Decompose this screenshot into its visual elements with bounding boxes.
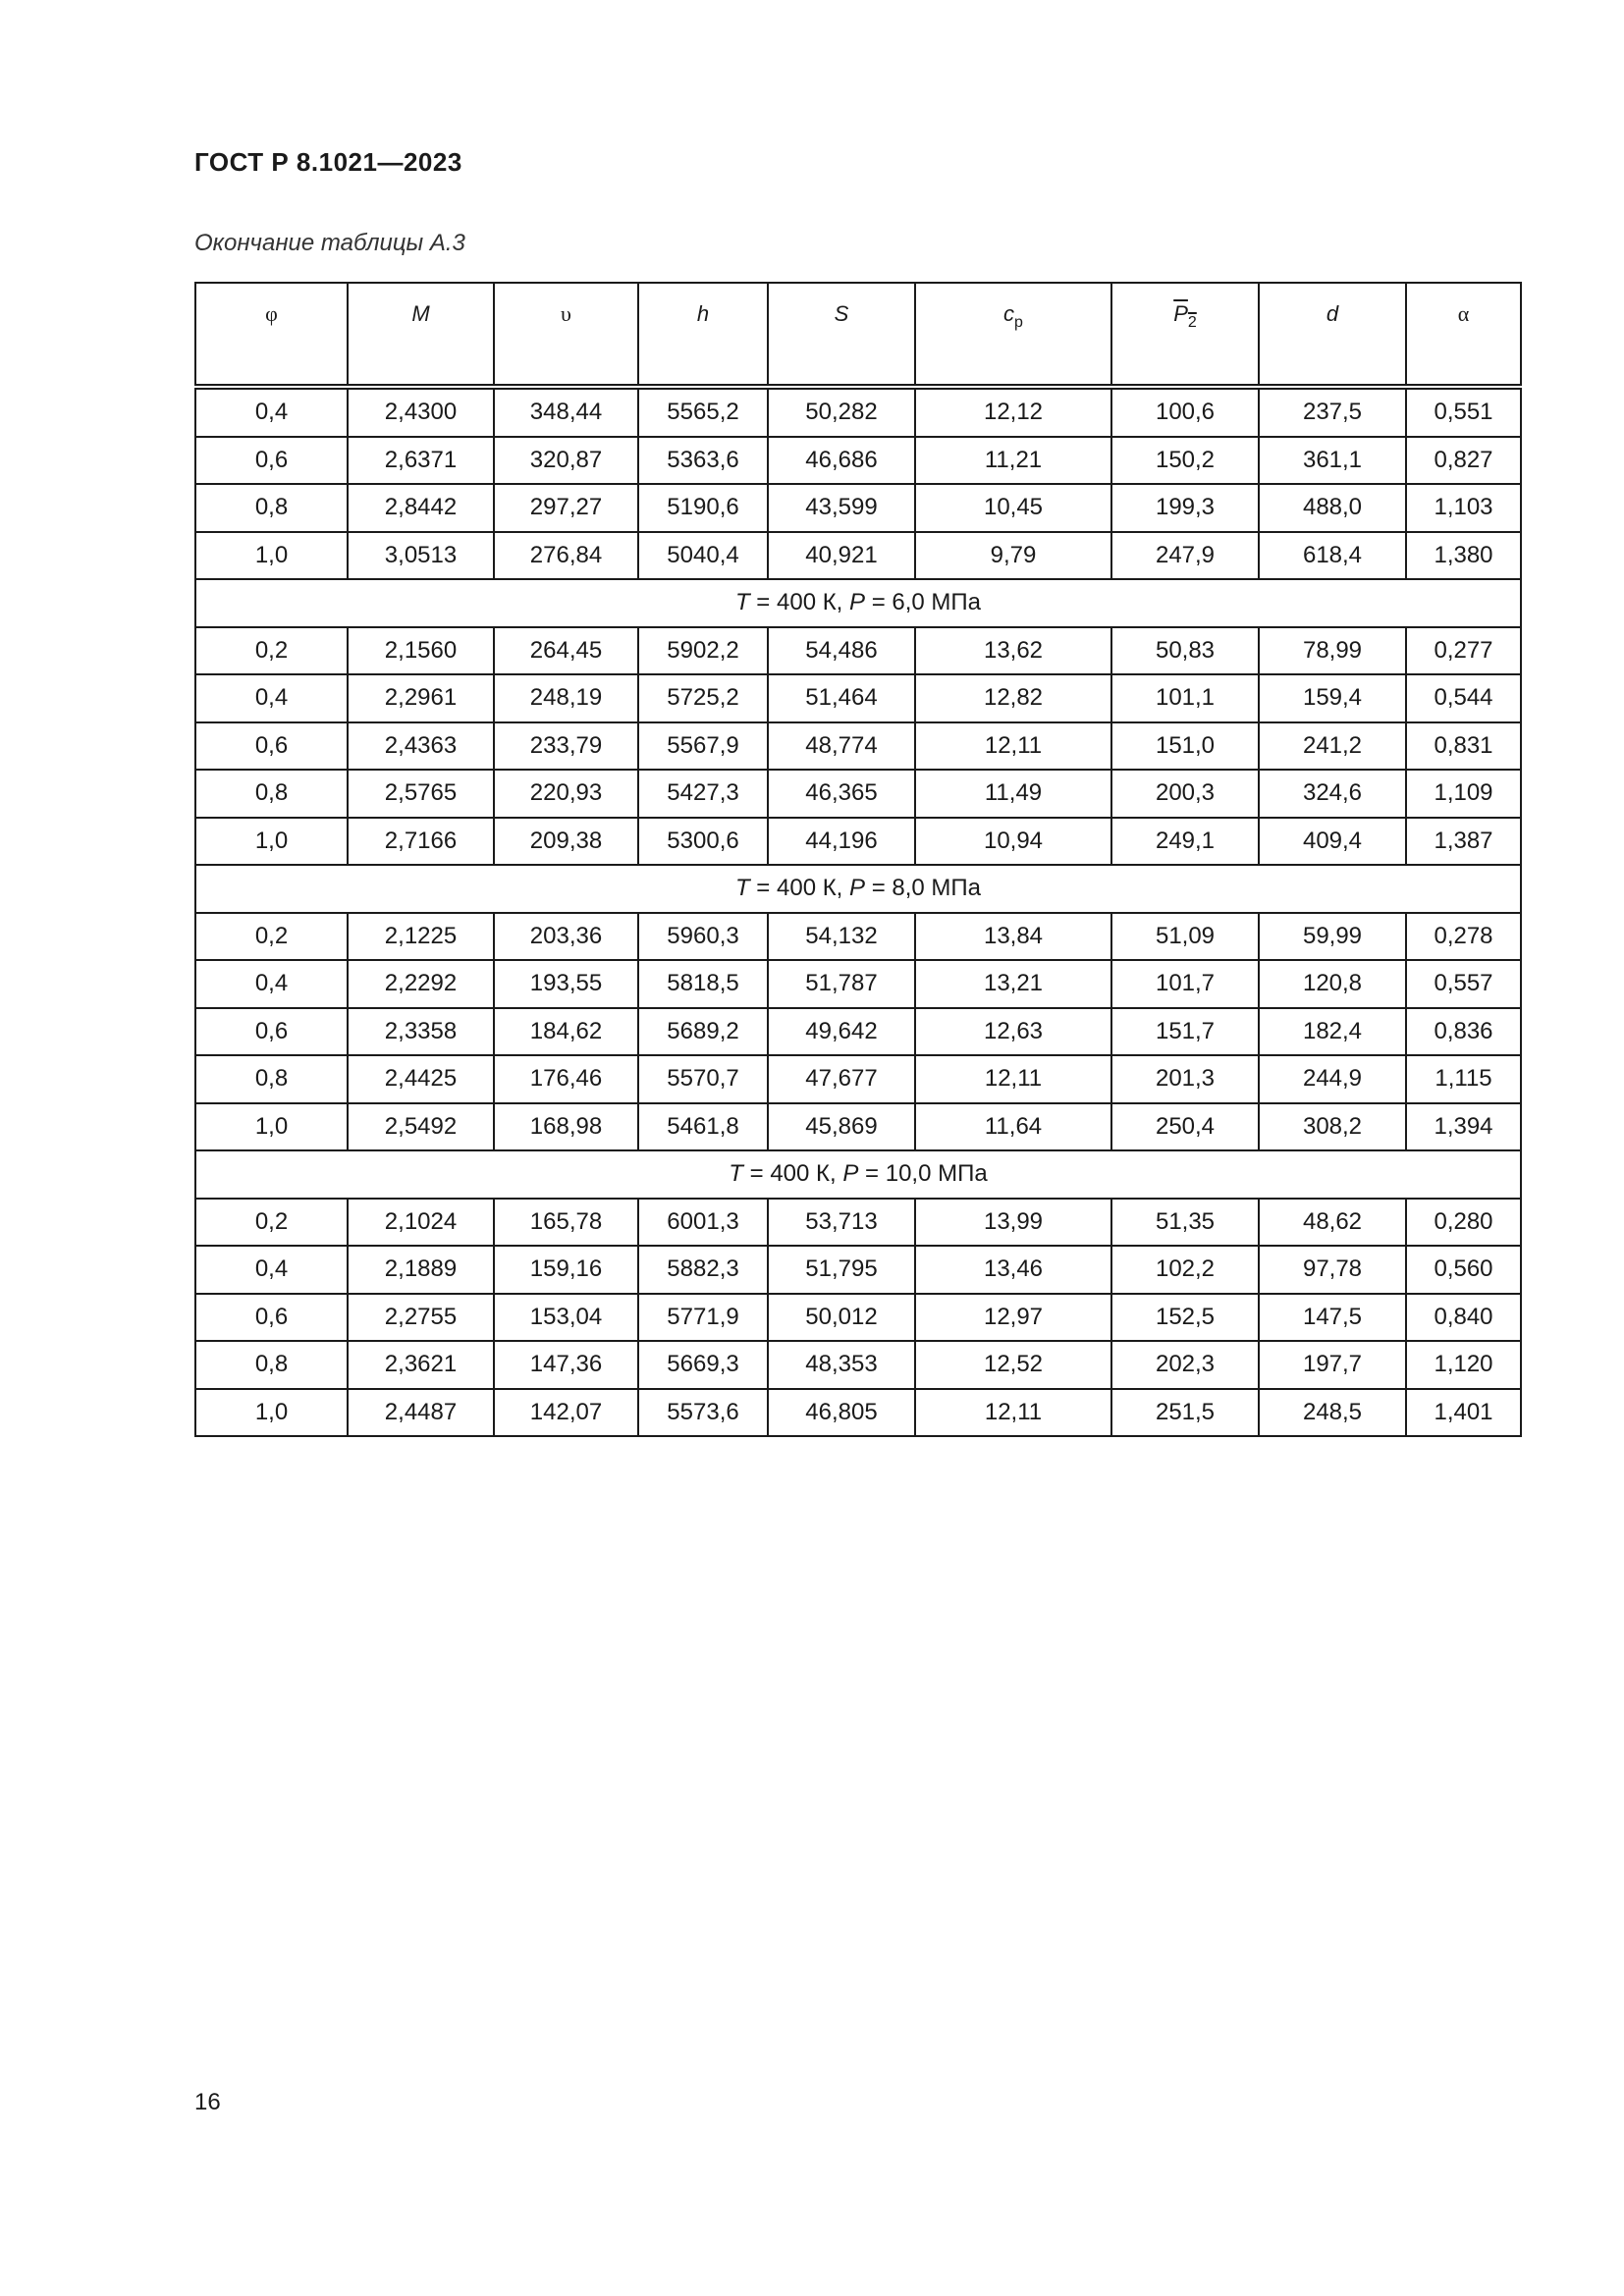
col-header-upsilon: υ bbox=[494, 283, 638, 387]
table-row bbox=[195, 1341, 1521, 1389]
table-cell: 120,8 bbox=[1259, 960, 1406, 1008]
table-cell: 5882,3 bbox=[638, 1246, 768, 1294]
table-cell: 5669,3 bbox=[638, 1341, 768, 1389]
table-cell: 48,62 bbox=[1259, 1199, 1406, 1247]
table-cell: 2,7166 bbox=[348, 818, 494, 866]
table-cell: 248,19 bbox=[494, 674, 638, 722]
table-cell: 48,774 bbox=[768, 722, 915, 771]
section-header-row bbox=[195, 865, 1521, 913]
table-cell: 5570,7 bbox=[638, 1055, 768, 1103]
table-cell: 2,1024 bbox=[348, 1199, 494, 1247]
table-cell: 201,3 bbox=[1111, 1055, 1259, 1103]
table-cell: 50,83 bbox=[1111, 627, 1259, 675]
section-condition-part: = 400 К, bbox=[742, 1160, 843, 1188]
table-cell: 197,7 bbox=[1259, 1341, 1406, 1389]
table-cell: 53,713 bbox=[768, 1199, 915, 1247]
table-cell: 2,2755 bbox=[348, 1294, 494, 1342]
table-cell: 0,560 bbox=[1406, 1246, 1521, 1294]
table-cell: 409,4 bbox=[1259, 818, 1406, 866]
table-cell: 5427,3 bbox=[638, 770, 768, 818]
table-cell: 1,0 bbox=[195, 818, 348, 866]
table-cell: 2,6371 bbox=[348, 437, 494, 485]
section-condition-part: P bbox=[849, 875, 866, 902]
table-row bbox=[195, 437, 1521, 485]
table-row bbox=[195, 627, 1521, 675]
table-row bbox=[195, 1103, 1521, 1151]
table-cell: 0,544 bbox=[1406, 674, 1521, 722]
table-cell: 0,836 bbox=[1406, 1008, 1521, 1056]
table-cell: 202,3 bbox=[1111, 1341, 1259, 1389]
table-cell: 159,4 bbox=[1259, 674, 1406, 722]
table-cell: 10,94 bbox=[915, 818, 1111, 866]
table-cell: 152,5 bbox=[1111, 1294, 1259, 1342]
table-row bbox=[195, 1055, 1521, 1103]
table-cell: 2,1225 bbox=[348, 913, 494, 961]
table-cell: 5300,6 bbox=[638, 818, 768, 866]
table-cell: 10,45 bbox=[915, 484, 1111, 532]
table-cell: 0,8 bbox=[195, 484, 348, 532]
table-cell: 43,599 bbox=[768, 484, 915, 532]
table-cell: 102,2 bbox=[1111, 1246, 1259, 1294]
table-cell: 13,84 bbox=[915, 913, 1111, 961]
table-cell: 1,120 bbox=[1406, 1341, 1521, 1389]
table-cell: 0,277 bbox=[1406, 627, 1521, 675]
table-cell: 2,2292 bbox=[348, 960, 494, 1008]
table-cell: 249,1 bbox=[1111, 818, 1259, 866]
table-cell: 0,6 bbox=[195, 1008, 348, 1056]
table-cell: 2,1560 bbox=[348, 627, 494, 675]
section-condition bbox=[195, 1150, 1521, 1199]
table-cell: 2,4487 bbox=[348, 1389, 494, 1437]
table-cell: 11,21 bbox=[915, 437, 1111, 485]
table-cell: 5960,3 bbox=[638, 913, 768, 961]
table-cell: 5771,9 bbox=[638, 1294, 768, 1342]
table-cell: 100,6 bbox=[1111, 387, 1259, 437]
table-cell: 12,12 bbox=[915, 387, 1111, 437]
table-cell: 308,2 bbox=[1259, 1103, 1406, 1151]
table-cell: 2,8442 bbox=[348, 484, 494, 532]
table-cell: 101,7 bbox=[1111, 960, 1259, 1008]
table-cell: 264,45 bbox=[494, 627, 638, 675]
col-header-h: h bbox=[638, 283, 768, 387]
table-cell: 97,78 bbox=[1259, 1246, 1406, 1294]
table-cell: 1,0 bbox=[195, 532, 348, 580]
table-cell: 54,486 bbox=[768, 627, 915, 675]
table-cell: 5565,2 bbox=[638, 387, 768, 437]
table-cell: 165,78 bbox=[494, 1199, 638, 1247]
table-cell: 0,4 bbox=[195, 674, 348, 722]
table-cell: 184,62 bbox=[494, 1008, 638, 1056]
table-cell: 0,2 bbox=[195, 627, 348, 675]
table-cell: 12,82 bbox=[915, 674, 1111, 722]
table-row bbox=[195, 387, 1521, 437]
table-cell: 168,98 bbox=[494, 1103, 638, 1151]
table-cell: 1,103 bbox=[1406, 484, 1521, 532]
table-cell: 2,4425 bbox=[348, 1055, 494, 1103]
table-cell: 0,8 bbox=[195, 770, 348, 818]
table-cell: 150,2 bbox=[1111, 437, 1259, 485]
table-cell: 47,677 bbox=[768, 1055, 915, 1103]
table-cell: 0,6 bbox=[195, 437, 348, 485]
table-cell: 153,04 bbox=[494, 1294, 638, 1342]
table-cell: 59,99 bbox=[1259, 913, 1406, 961]
table-cell: 11,64 bbox=[915, 1103, 1111, 1151]
table-cell: 40,921 bbox=[768, 532, 915, 580]
table-cell: 1,401 bbox=[1406, 1389, 1521, 1437]
table-cell: 2,1889 bbox=[348, 1246, 494, 1294]
table-cell: 5363,6 bbox=[638, 437, 768, 485]
table-row bbox=[195, 1294, 1521, 1342]
table-cell: 5190,6 bbox=[638, 484, 768, 532]
table-cell: 51,09 bbox=[1111, 913, 1259, 961]
table-cell: 200,3 bbox=[1111, 770, 1259, 818]
table-cell: 244,9 bbox=[1259, 1055, 1406, 1103]
table-cell: 45,869 bbox=[768, 1103, 915, 1151]
data-table bbox=[194, 282, 1522, 1437]
table-cell: 147,5 bbox=[1259, 1294, 1406, 1342]
table-cell: 0,840 bbox=[1406, 1294, 1521, 1342]
table-cell: 0,6 bbox=[195, 1294, 348, 1342]
table-cell: 54,132 bbox=[768, 913, 915, 961]
col-header-phi: φ bbox=[195, 283, 348, 387]
table-cell: 324,6 bbox=[1259, 770, 1406, 818]
table-cell: 5573,6 bbox=[638, 1389, 768, 1437]
table-cell: 2,5492 bbox=[348, 1103, 494, 1151]
table-row bbox=[195, 1246, 1521, 1294]
document-header: ГОСТ Р 8.1021—2023 bbox=[194, 147, 462, 177]
table-cell: 147,36 bbox=[494, 1341, 638, 1389]
table-cell: 361,1 bbox=[1259, 437, 1406, 485]
section-header-row bbox=[195, 1150, 1521, 1199]
table-cell: 1,394 bbox=[1406, 1103, 1521, 1151]
table-cell: 159,16 bbox=[494, 1246, 638, 1294]
table-cell: 241,2 bbox=[1259, 722, 1406, 771]
table-cell: 151,0 bbox=[1111, 722, 1259, 771]
table-cell: 49,642 bbox=[768, 1008, 915, 1056]
table-cell: 12,11 bbox=[915, 722, 1111, 771]
table-row bbox=[195, 1008, 1521, 1056]
table-cell: 0,2 bbox=[195, 1199, 348, 1247]
table-cell: 50,012 bbox=[768, 1294, 915, 1342]
table-row bbox=[195, 484, 1521, 532]
table-cell: 142,07 bbox=[494, 1389, 638, 1437]
section-condition bbox=[195, 865, 1521, 913]
table-row bbox=[195, 674, 1521, 722]
table-cell: 5902,2 bbox=[638, 627, 768, 675]
section-condition-part: P bbox=[842, 1160, 859, 1188]
table-cell: 0,8 bbox=[195, 1341, 348, 1389]
section-condition-part: = 10,0 МПа bbox=[858, 1160, 988, 1188]
table-header-row bbox=[195, 283, 1521, 387]
table-cell: 2,4300 bbox=[348, 387, 494, 437]
table-cell: 247,9 bbox=[1111, 532, 1259, 580]
table-cell: 13,99 bbox=[915, 1199, 1111, 1247]
table-cell: 12,11 bbox=[915, 1055, 1111, 1103]
table-cell: 0,827 bbox=[1406, 437, 1521, 485]
table-cell: 12,52 bbox=[915, 1341, 1111, 1389]
section-condition bbox=[195, 579, 1521, 627]
table-cell: 51,787 bbox=[768, 960, 915, 1008]
table-cell: 5040,4 bbox=[638, 532, 768, 580]
table-cell: 1,387 bbox=[1406, 818, 1521, 866]
table-cell: 9,79 bbox=[915, 532, 1111, 580]
section-condition-part: = 6,0 МПа bbox=[865, 589, 982, 616]
table-row bbox=[195, 770, 1521, 818]
table-cell: 5461,8 bbox=[638, 1103, 768, 1151]
table-cell: 0,4 bbox=[195, 960, 348, 1008]
table-cell: 199,3 bbox=[1111, 484, 1259, 532]
table-cell: 5818,5 bbox=[638, 960, 768, 1008]
table-cell: 12,11 bbox=[915, 1389, 1111, 1437]
table-cell: 182,4 bbox=[1259, 1008, 1406, 1056]
col-header-s: S bbox=[768, 283, 915, 387]
table-cell: 0,4 bbox=[195, 387, 348, 437]
table-cell: 1,0 bbox=[195, 1389, 348, 1437]
table-cell: 2,4363 bbox=[348, 722, 494, 771]
table-cell: 176,46 bbox=[494, 1055, 638, 1103]
table-cell: 101,1 bbox=[1111, 674, 1259, 722]
section-condition-part: P bbox=[849, 589, 866, 616]
table-cell: 0,551 bbox=[1406, 387, 1521, 437]
col-header-alpha: α bbox=[1406, 283, 1521, 387]
table-cell: 11,49 bbox=[915, 770, 1111, 818]
table-cell: 250,4 bbox=[1111, 1103, 1259, 1151]
table-cell: 46,365 bbox=[768, 770, 915, 818]
table-cell: 0,557 bbox=[1406, 960, 1521, 1008]
table-cell: 0,2 bbox=[195, 913, 348, 961]
table-cell: 6001,3 bbox=[638, 1199, 768, 1247]
table-cell: 0,6 bbox=[195, 722, 348, 771]
section-condition-part: = 400 К, bbox=[749, 875, 850, 902]
table-cell: 203,36 bbox=[494, 913, 638, 961]
table-cell: 618,4 bbox=[1259, 532, 1406, 580]
table-cell: 5689,2 bbox=[638, 1008, 768, 1056]
table-row bbox=[195, 722, 1521, 771]
table-cell: 12,63 bbox=[915, 1008, 1111, 1056]
table-cell: 78,99 bbox=[1259, 627, 1406, 675]
section-condition-part: T bbox=[729, 1160, 743, 1188]
table-cell: 151,7 bbox=[1111, 1008, 1259, 1056]
table-row bbox=[195, 1389, 1521, 1437]
col-header-d: d bbox=[1259, 283, 1406, 387]
table-cell: 233,79 bbox=[494, 722, 638, 771]
table-cell: 2,3358 bbox=[348, 1008, 494, 1056]
table-cell: 1,380 bbox=[1406, 532, 1521, 580]
table-cell: 297,27 bbox=[494, 484, 638, 532]
table-row bbox=[195, 960, 1521, 1008]
table-row bbox=[195, 532, 1521, 580]
table-cell: 3,0513 bbox=[348, 532, 494, 580]
table-cell: 12,97 bbox=[915, 1294, 1111, 1342]
table-cell: 276,84 bbox=[494, 532, 638, 580]
table-cell: 209,38 bbox=[494, 818, 638, 866]
table-cell: 13,21 bbox=[915, 960, 1111, 1008]
table-cell: 51,35 bbox=[1111, 1199, 1259, 1247]
table-cell: 0,278 bbox=[1406, 913, 1521, 961]
table-row bbox=[195, 1199, 1521, 1247]
table-cell: 320,87 bbox=[494, 437, 638, 485]
table-cell: 48,353 bbox=[768, 1341, 915, 1389]
table-cell: 237,5 bbox=[1259, 387, 1406, 437]
table-cell: 2,2961 bbox=[348, 674, 494, 722]
table-cell: 50,282 bbox=[768, 387, 915, 437]
table-body bbox=[195, 387, 1521, 1436]
table-cell: 0,280 bbox=[1406, 1199, 1521, 1247]
table-cell: 5725,2 bbox=[638, 674, 768, 722]
table-cell: 1,109 bbox=[1406, 770, 1521, 818]
table-cell: 44,196 bbox=[768, 818, 915, 866]
section-condition-part: T bbox=[734, 589, 750, 616]
table-row bbox=[195, 818, 1521, 866]
page-number: 16 bbox=[194, 2089, 221, 2115]
table-caption: Окончание таблицы А.3 bbox=[194, 230, 465, 256]
table-cell: 51,795 bbox=[768, 1246, 915, 1294]
table-cell: 1,115 bbox=[1406, 1055, 1521, 1103]
col-header-m: M bbox=[348, 283, 494, 387]
table-cell: 1,0 bbox=[195, 1103, 348, 1151]
section-condition-part: = 400 К, bbox=[749, 589, 850, 616]
table-cell: 0,831 bbox=[1406, 722, 1521, 771]
table-cell: 46,805 bbox=[768, 1389, 915, 1437]
table-row bbox=[195, 913, 1521, 961]
section-header-row bbox=[195, 579, 1521, 627]
section-condition-part: T bbox=[734, 875, 750, 902]
table-cell: 2,3621 bbox=[348, 1341, 494, 1389]
table-cell: 2,5765 bbox=[348, 770, 494, 818]
table-cell: 248,5 bbox=[1259, 1389, 1406, 1437]
table-cell: 193,55 bbox=[494, 960, 638, 1008]
table-cell: 348,44 bbox=[494, 387, 638, 437]
table-cell: 0,4 bbox=[195, 1246, 348, 1294]
table-cell: 220,93 bbox=[494, 770, 638, 818]
table-cell: 13,46 bbox=[915, 1246, 1111, 1294]
col-header-p2: $P_2$ bbox=[1111, 283, 1259, 387]
table-cell: 13,62 bbox=[915, 627, 1111, 675]
col-header-cp: $c_p$ bbox=[915, 283, 1111, 387]
table-cell: 251,5 bbox=[1111, 1389, 1259, 1437]
table-cell: 0,8 bbox=[195, 1055, 348, 1103]
table-cell: 46,686 bbox=[768, 437, 915, 485]
table-cell: 51,464 bbox=[768, 674, 915, 722]
section-condition-part: = 8,0 МПа bbox=[865, 875, 982, 902]
table-cell: 5567,9 bbox=[638, 722, 768, 771]
table-cell: 488,0 bbox=[1259, 484, 1406, 532]
